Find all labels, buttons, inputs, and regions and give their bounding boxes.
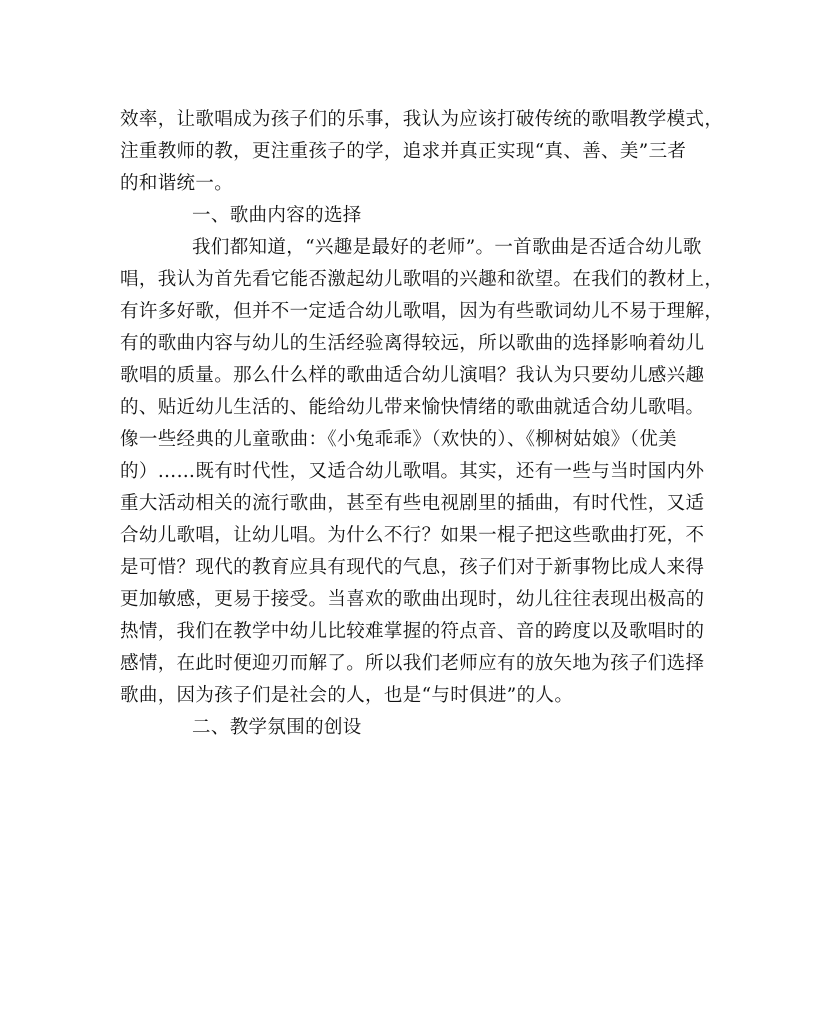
paragraph-line: 有许多好歌，但并不一定适合幼儿歌唱，因为有些歌词幼儿不易于理解，	[120, 301, 724, 322]
paragraph-line: 的、贴近幼儿生活的、能给幼儿带来愉快情绪的歌曲就适合幼儿歌唱。	[120, 397, 705, 418]
paragraph-line: 像一些经典的儿童歌曲：《小兔乖乖》（欢快的）、《柳树姑娘》（优美	[120, 429, 677, 450]
paragraph-line: 热情，我们在教学中幼儿比较难掌握的符点音、音的跨度以及歌唱时的	[120, 621, 705, 642]
section-heading: 一、歌曲内容的选择	[192, 205, 362, 226]
paragraph-line: 我们都知道，“兴趣是最好的老师”。一首歌曲是否适合幼儿歌	[192, 237, 702, 258]
body-text	[120, 104, 724, 744]
paragraph-line: 歌唱的质量。那么什么样的歌曲适合幼儿演唱？我认为只要幼儿感兴趣	[120, 365, 705, 386]
paragraph-line: 重大活动相关的流行歌曲，甚至有些电视剧里的插曲，有时代性，又适	[120, 493, 705, 514]
paragraph-line: 的）……既有时代性，又适合幼儿歌唱。其实，还有一些与当时国内外	[120, 461, 705, 482]
paragraph-line: 是可惜？现代的教育应具有现代的气息，孩子们对于新事物比成人来得	[120, 557, 705, 578]
paragraph-line: 唱，我认为首先看它能否激起幼儿歌唱的兴趣和欲望。在我们的教材上，	[120, 269, 724, 290]
paragraph-line: 有的歌曲内容与幼儿的生活经验离得较远，所以歌曲的选择影响着幼儿	[120, 333, 705, 354]
paragraph-line: 歌曲，因为孩子们是社会的人，也是“与时俱进”的人。	[120, 685, 574, 706]
section-heading: 二、教学氛围的创设	[192, 717, 362, 738]
paragraph-line: 更加敏感，更易于接受。当喜欢的歌曲出现时，幼儿往往表现出极高的	[120, 589, 705, 610]
paragraph-line: 注重教师的教，更注重孩子的学，追求并真正实现“真、善、美”三者	[120, 141, 687, 162]
paragraph-line: 感情，在此时便迎刃而解了。所以我们老师应有的放矢地为孩子们选择	[120, 653, 705, 674]
paragraph-line: 合幼儿歌唱，让幼儿唱。为什么不行？如果一棍子把这些歌曲打死，不	[120, 525, 705, 546]
paragraph-line: 效率，让歌唱成为孩子们的乐事，我认为应该打破传统的歌唱教学模式，	[120, 109, 724, 130]
paragraph-line: 的和谐统一。	[120, 173, 234, 194]
